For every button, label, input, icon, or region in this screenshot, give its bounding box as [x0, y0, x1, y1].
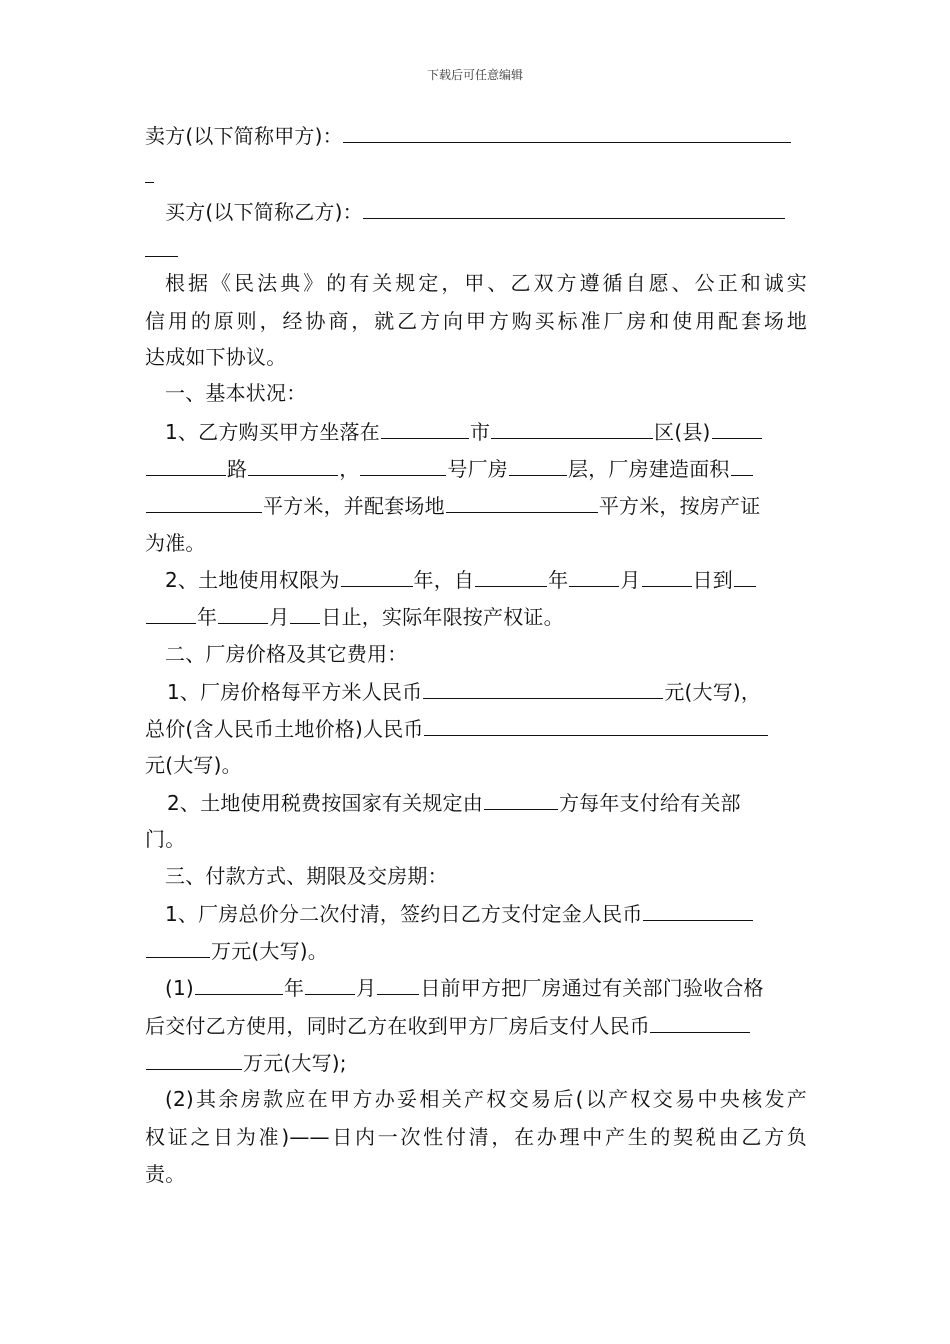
s2-item2-line2: 门。 [145, 827, 186, 851]
district-label: 区(县) [654, 420, 711, 444]
area-blank-a [731, 453, 753, 476]
year-label: 年 [548, 568, 569, 592]
sub1-month-label: 月 [356, 976, 377, 1000]
s3-sub2-line1: (2)其余房款应在甲方办妥相关产权交易后(以产权交易中央核发产 [165, 1087, 807, 1111]
s2-item1-line1 [145, 676, 807, 706]
sub1-day-blank [377, 972, 419, 995]
deposit-blank-a [643, 898, 753, 921]
intro-line-2: 信用的原则，经协商，就乙方向甲方购买标准厂房和使用配套场地 [145, 309, 807, 333]
sqm-end-label: 平方米，按房产证 [598, 494, 761, 518]
seller-line [145, 120, 807, 150]
year-from-label: 年，自 [413, 568, 475, 592]
s1-item2-prefix: 2、土地使用权限为 [165, 568, 340, 592]
sqm-label: 平方米，并配套场地 [263, 494, 445, 518]
day-to-label: 日到 [692, 568, 733, 592]
intro-line-3: 达成如下协议。 [145, 345, 287, 369]
s3-item1-line1 [145, 898, 807, 928]
s3-sub2-line3: 责。 [145, 1162, 186, 1186]
to-day-blank [290, 601, 320, 624]
city-blank [381, 416, 469, 439]
building-blank [360, 453, 446, 476]
term-years-blank [341, 564, 413, 587]
s1-item2-line2 [145, 601, 807, 631]
header-note: 下载后可任意编辑 [426, 68, 523, 82]
sub1-line2-text: 后交付乙方使用，同时乙方在收到甲方厂房后支付人民币 [145, 1014, 650, 1038]
s3-sub1-line1 [145, 972, 807, 1002]
deposit-blank-b [146, 935, 210, 958]
total-price-blank [424, 713, 768, 736]
to-year-blank-b [146, 601, 196, 624]
s3-item1-prefix: 1、厂房总价分二次付清，签约日乙方支付定金人民币 [165, 902, 643, 926]
building-label: 号厂房 [447, 457, 509, 481]
tax-payer-blank [484, 787, 558, 810]
s3-item1-line2 [145, 935, 807, 965]
s3-sub2-line2: 权证之日为准)——日内一次性付清，在办理中产生的契税由乙方负 [145, 1125, 807, 1149]
sub1-year-label: 年 [283, 976, 305, 1000]
s1-item1-line3 [145, 490, 807, 520]
seller-blank-cont [145, 160, 154, 183]
s1-item1-line1 [145, 416, 807, 446]
s1-item2-line1 [145, 564, 807, 594]
city-label: 市 [469, 420, 491, 444]
unit-price-suffix: 元(大写)， [664, 680, 762, 704]
s2-item1-line2 [145, 713, 807, 743]
seller-blank [343, 120, 791, 143]
seller-label: 卖方(以下简称甲方)： [145, 124, 343, 148]
s3-sub1-line2 [145, 1010, 807, 1040]
s2-item2-prefix: 2、土地使用税费按国家有关规定由 [167, 791, 483, 815]
s1-item2-end: 日止，实际年限按产权证。 [321, 605, 564, 629]
road-blank-b [146, 453, 226, 476]
s2-item2-line1 [145, 787, 807, 817]
buyer-line-cont [145, 234, 807, 264]
s1-item1-line4: 为准。 [145, 531, 206, 555]
section2-title: 二、厂房价格及其它费用： [165, 642, 408, 666]
to-month-blank [218, 601, 268, 624]
section3-title: 三、付款方式、期限及交房期： [165, 864, 448, 888]
floor-blank [509, 453, 567, 476]
s2-item1-line3: 元(大写)。 [145, 753, 242, 777]
road-label: 路 [227, 457, 248, 481]
total-price-label: 总价(含人民币土地价格)人民币 [145, 717, 424, 741]
from-month-blank [569, 564, 619, 587]
road-blank-a [712, 416, 762, 439]
buyer-line [145, 196, 807, 226]
s2-item1-prefix: 1、厂房价格每平方米人民币 [167, 680, 423, 704]
comma: ， [339, 457, 360, 481]
road-number-blank [248, 453, 338, 476]
s1-item1-line2 [145, 453, 807, 483]
sub1-month-blank [305, 972, 355, 995]
s3-sub1-line3 [145, 1047, 807, 1077]
buyer-label: 买方(以下简称乙方)： [165, 200, 363, 224]
site-blank [446, 490, 598, 513]
sub1-text: 日前甲方把厂房通过有关部门验收合格 [420, 976, 764, 1000]
sub1-year-blank [195, 972, 283, 995]
section1-title: 一、基本状况： [165, 381, 307, 405]
intro-line-1: 根据《民法典》的有关规定，甲、乙双方遵循自愿、公正和诚实 [165, 271, 807, 295]
from-year-blank [475, 564, 547, 587]
sub1-line3-text: 万元(大写); [243, 1051, 347, 1075]
s1-item1-prefix: 1、乙方购买甲方坐落在 [165, 420, 380, 444]
seller-line-cont [145, 160, 807, 190]
to-year-blank-a [734, 564, 756, 587]
year2-label: 年 [197, 605, 218, 629]
s3-item1-suffix: 万元(大写)。 [211, 939, 329, 963]
month-label: 月 [620, 568, 641, 592]
buyer-blank-cont [145, 234, 178, 257]
buyer-blank [363, 196, 785, 219]
floor-label: 层，厂房建造面积 [568, 457, 730, 481]
from-day-blank [642, 564, 692, 587]
sub1-amount-blank-a [650, 1010, 750, 1033]
district-blank [491, 416, 653, 439]
area-blank-b [146, 490, 262, 513]
sub1-prefix: (1) [165, 976, 194, 1000]
unit-price-blank [423, 676, 663, 699]
s2-item2-suffix: 方每年支付给有关部 [558, 791, 741, 815]
month2-label: 月 [269, 605, 290, 629]
sub1-amount-blank-b [146, 1047, 242, 1070]
